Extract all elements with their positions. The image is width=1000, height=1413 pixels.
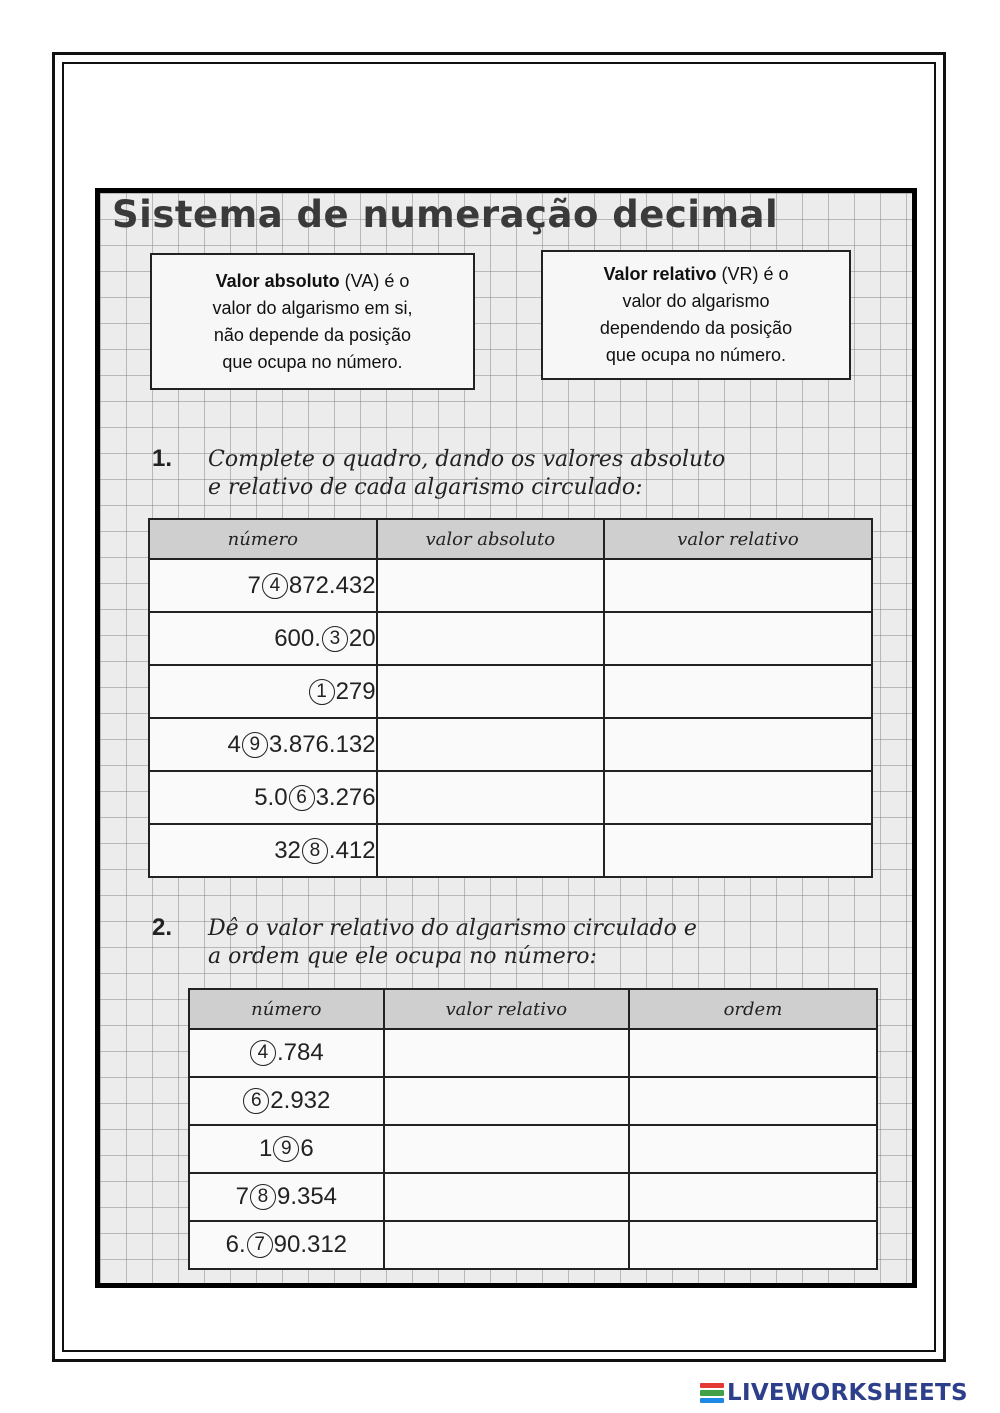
number-before: 5.0 (254, 783, 288, 811)
definition-va-line3: não depende da posição (213, 324, 412, 345)
answer-cell-valor-absoluto[interactable] (377, 824, 604, 877)
logo-bar-blue (700, 1398, 724, 1403)
table-row (149, 718, 872, 771)
table-row (189, 1029, 877, 1077)
definition-va-line4: que ocupa no número. (222, 351, 403, 372)
definition-vr-line4: que ocupa no número. (605, 345, 787, 365)
table-row (189, 1221, 877, 1269)
answer-cell-valor-absoluto[interactable] (377, 771, 604, 824)
exercise-1-instructions (152, 445, 725, 502)
number-cell (189, 1221, 384, 1269)
number-after: 279 (335, 677, 376, 705)
answer-cell-valor-relativo[interactable] (604, 718, 872, 771)
exercise-2-line2: a ordem que ele ocupa no número: (208, 944, 597, 969)
answer-cell-ordem[interactable] (629, 1029, 877, 1077)
number-before: 7 (235, 1183, 249, 1210)
column-header-valor-relativo: valor relativo (384, 989, 629, 1029)
column-header-numero: número (189, 989, 384, 1029)
table-row (149, 559, 872, 612)
answer-cell-valor-relativo[interactable] (384, 1221, 629, 1269)
answer-cell-valor-absoluto[interactable] (377, 559, 604, 612)
exercise-1-table (148, 518, 873, 878)
exercise-2-line1: Dê o valor relativo do algarismo circulado e (208, 916, 697, 941)
table-row (149, 665, 872, 718)
number-after: 872.432 (288, 571, 376, 599)
column-header-numero: número (149, 519, 377, 559)
number-before: 7 (247, 571, 261, 599)
answer-cell-valor-relativo[interactable] (384, 1173, 629, 1221)
circled-digit: 3 (322, 626, 348, 652)
table-header-row (149, 519, 872, 559)
number-before: 6. (225, 1231, 246, 1258)
definition-vr-text (600, 261, 792, 369)
table-row (149, 824, 872, 877)
number-before: 32 (274, 836, 301, 864)
definition-va-term: Valor absoluto (215, 270, 340, 291)
number-before: 4 (227, 730, 241, 758)
number-before: 600. (274, 624, 321, 652)
number-cell (149, 665, 377, 718)
number-cell (189, 1029, 384, 1077)
answer-cell-ordem[interactable] (629, 1125, 877, 1173)
number-after: .412 (328, 836, 376, 864)
number-cell (149, 612, 377, 665)
logo-bar-red (700, 1383, 724, 1388)
worksheet-title: Sistema de numeração decimal (112, 193, 779, 236)
table-row (149, 612, 872, 665)
answer-cell-ordem[interactable] (629, 1077, 877, 1125)
table-row (189, 1125, 877, 1173)
exercise-2-number: 2. (152, 914, 173, 941)
number-cell (189, 1125, 384, 1173)
number-cell (149, 559, 377, 612)
table-row (189, 1173, 877, 1221)
definition-box-vr (541, 250, 851, 380)
answer-cell-valor-relativo[interactable] (384, 1029, 629, 1077)
column-header-valor-relativo: valor relativo (604, 519, 872, 559)
definition-vr-term: Valor relativo (603, 264, 717, 284)
circled-digit: 8 (250, 1184, 276, 1210)
exercise-1-line2: e relativo de cada algarismo circulado: (208, 475, 643, 500)
column-header-ordem: ordem (629, 989, 877, 1029)
number-after: 2.932 (270, 1087, 331, 1114)
number-after: 90.312 (273, 1231, 348, 1258)
definition-va-line1: (VA) é o (339, 270, 410, 291)
number-before: 1 (258, 1135, 273, 1162)
exercise-2-instructions (152, 914, 697, 971)
circled-digit: 4 (262, 573, 288, 599)
answer-cell-valor-absoluto[interactable] (377, 612, 604, 665)
number-after: 20 (348, 624, 376, 652)
definition-va-text (212, 268, 412, 376)
number-after: 3.876.132 (268, 730, 376, 758)
number-after: 9.354 (276, 1183, 338, 1210)
answer-cell-valor-relativo[interactable] (384, 1077, 629, 1125)
circled-digit: 6 (243, 1088, 269, 1114)
number-after: 6 (300, 1135, 314, 1162)
number-cell (149, 771, 377, 824)
definition-box-va (150, 253, 475, 390)
answer-cell-valor-relativo[interactable] (604, 559, 872, 612)
definition-va-line2: valor do algarismo em si, (212, 297, 413, 318)
number-cell (189, 1173, 384, 1221)
answer-cell-valor-relativo[interactable] (604, 612, 872, 665)
circled-digit: 9 (273, 1136, 299, 1162)
brand-text: LIVEWORKSHEETS (727, 1380, 968, 1406)
circled-digit: 7 (247, 1232, 273, 1258)
answer-cell-ordem[interactable] (629, 1221, 877, 1269)
liveworksheets-brand (700, 1381, 968, 1405)
answer-cell-ordem[interactable] (629, 1173, 877, 1221)
table-row (189, 1077, 877, 1125)
logo-bar-green (700, 1390, 724, 1395)
liveworksheets-logo-icon (700, 1382, 724, 1404)
number-cell (149, 824, 377, 877)
answer-cell-valor-absoluto[interactable] (377, 665, 604, 718)
circled-digit: 4 (250, 1040, 276, 1066)
number-cell (149, 718, 377, 771)
circled-digit: 8 (302, 838, 328, 864)
exercise-1-number: 1. (152, 445, 173, 472)
answer-cell-valor-relativo[interactable] (604, 665, 872, 718)
answer-cell-valor-relativo[interactable] (604, 824, 872, 877)
circled-digit: 9 (242, 732, 268, 758)
definition-vr-line2: valor do algarismo (622, 291, 770, 311)
table-header-row (189, 989, 877, 1029)
answer-cell-valor-relativo[interactable] (604, 771, 872, 824)
worksheet-photo (95, 188, 917, 1288)
definition-vr-line1: (VR) é o (716, 264, 789, 284)
table-row (149, 771, 872, 824)
exercise-2-table (188, 988, 878, 1270)
circled-digit: 1 (309, 679, 335, 705)
answer-cell-valor-absoluto[interactable] (377, 718, 604, 771)
column-header-valor-absoluto: valor absoluto (377, 519, 604, 559)
number-after: .784 (276, 1039, 324, 1066)
circled-digit: 6 (289, 785, 315, 811)
definition-vr-line3: dependendo da posição (599, 318, 793, 338)
number-cell (189, 1077, 384, 1125)
exercise-1-line1: Complete o quadro, dando os valores absoluto (208, 447, 726, 472)
answer-cell-valor-relativo[interactable] (384, 1125, 629, 1173)
number-after: 3.276 (315, 783, 376, 811)
